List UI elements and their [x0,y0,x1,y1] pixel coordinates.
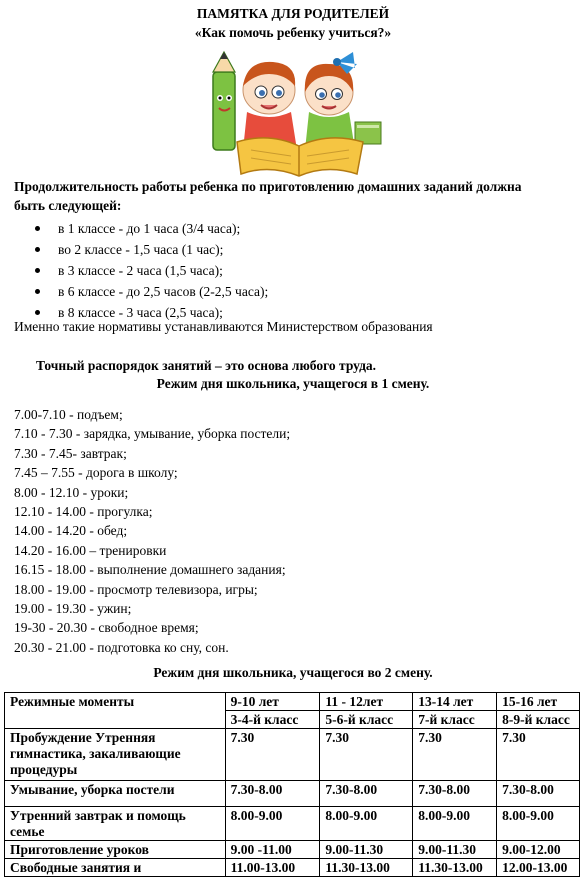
list-item: в 8 классе - 3 часа (2,5 часа); [28,302,268,323]
routine2-heading: Режим дня школьника, учащегося во 2 смену. [153,665,433,680]
list-item: 7.10 - 7.30 - зарядка, умывание, уборка постели; [14,426,291,442]
list-item: во 2 классе - 1,5 часа (1 час); [28,239,268,260]
routine-lead: Точный распорядок занятий – это основа любого труда. [36,358,377,373]
table-cell: 7.30-8.00 [320,781,413,807]
table-cell: Свободные занятия и [5,859,226,877]
table-header-cell: Режимные моменты [5,693,226,729]
table-cell: 12.00-13.00 [497,859,580,877]
table-cell: Утренний завтрак и помощь семье [5,807,226,841]
table-row [5,729,580,781]
bullet-icon [35,247,40,252]
list-item: 12.10 - 14.00 - прогулка; [14,503,153,519]
duration-intro-line2: быть следующей: [14,198,122,213]
table-header-cell: 13-14 лет [413,693,497,711]
table-cell: 8.00-9.00 [497,807,580,841]
table-cell: 9.00-11.30 [320,841,413,859]
children-reading-illustration [207,50,387,180]
list-item: 14.00 - 14.20 - обед; [14,523,128,539]
list-item: в 6 классе - до 2,5 часов (2-2,5 часа); [28,281,268,302]
list-item: 14.20 - 16.00 – тренировки [14,542,167,558]
table-cell: 9.00 -11.00 [225,841,320,859]
boy-figure [243,62,297,150]
list-item: 19-30 - 20.30 - свободное время; [14,620,199,636]
list-item: 8.00 - 12.10 - уроки; [14,484,129,500]
routine2-table [4,692,580,877]
table-header-cell: 9-10 лет [225,693,320,711]
table-cell: 11.30-13.00 [320,859,413,877]
table-row [5,859,580,877]
table-cell: 7.30-8.00 [413,781,497,807]
page-subtitle: «Как помочь ребенку учиться?» [194,25,392,40]
table-cell: 7.30-8.00 [497,781,580,807]
table-row [5,693,580,711]
pencil-icon [213,52,235,150]
list-item: 7.45 – 7.55 - дорога в школу; [14,465,178,481]
table-cell: 7.30 [497,729,580,781]
list-item: 7.30 - 7.45- завтрак; [14,445,127,461]
table-cell: Пробуждение Утренняя гимнастика, закаливающие процедуры [5,729,226,781]
table-row [5,841,580,859]
list-item: 7.00-7.10 - подъем; [14,407,123,422]
page-title: ПАМЯТКА ДЛЯ РОДИТЕЛЕЙ [196,6,390,21]
book-icon [237,138,363,176]
bullet-icon [35,289,40,294]
table-cell: 7.30 [225,729,320,781]
table-header-cell: 11 - 12лет [320,693,413,711]
table-cell: Приготовление уроков [5,841,226,859]
list-item: 18.00 - 19.00 - просмотр телевизора, игры; [14,581,258,597]
table-cell: 11.00-13.00 [225,859,320,877]
bullet-icon [35,268,40,273]
table-cell: Умывание, уборка постели [5,781,226,807]
bullet-icon [35,226,40,231]
duration-list [28,218,268,323]
table-cell: 8.00-9.00 [320,807,413,841]
bullet-icon [35,310,40,315]
list-item: в 3 классе - 2 часа (1,5 часа); [28,260,268,281]
table-row [5,781,580,807]
table-cell: 7.30 [320,729,413,781]
schedule-list [14,405,290,657]
list-item: 20.30 - 21.00 - подготовка ко сну, сон. [14,639,229,655]
table-header-cell: 5-6-й класс [320,711,413,729]
duration-intro-line1: Продолжительность работы ребенка по приготовлению домашних заданий должна [14,179,522,194]
list-item: 19.00 - 19.30 - ужин; [14,600,132,616]
list-item: 16.15 - 18.00 - выполнение домашнего задания; [14,562,286,578]
table-cell: 7.30-8.00 [225,781,320,807]
table-cell: 8.00-9.00 [413,807,497,841]
ministry-note: Именно такие нормативы устанавливаются Министерством образования [14,319,433,334]
table-header-cell: 8-9-й класс [497,711,580,729]
table-cell: 9.00-11.30 [413,841,497,859]
routine1-heading: Режим дня школьника, учащегося в 1 смену. [156,376,430,391]
table-cell: 7.30 [413,729,497,781]
table-header-cell: 7-й класс [413,711,497,729]
table-cell: 8.00-9.00 [225,807,320,841]
table-row [5,807,580,841]
girl-figure [305,52,357,150]
table-header-cell: 3-4-й класс [225,711,320,729]
list-item: в 1 классе - до 1 часа (3/4 часа); [28,218,268,239]
table-cell: 9.00-12.00 [497,841,580,859]
table-cell: 11.30-13.00 [413,859,497,877]
table-header-cell: 15-16 лет [497,693,580,711]
